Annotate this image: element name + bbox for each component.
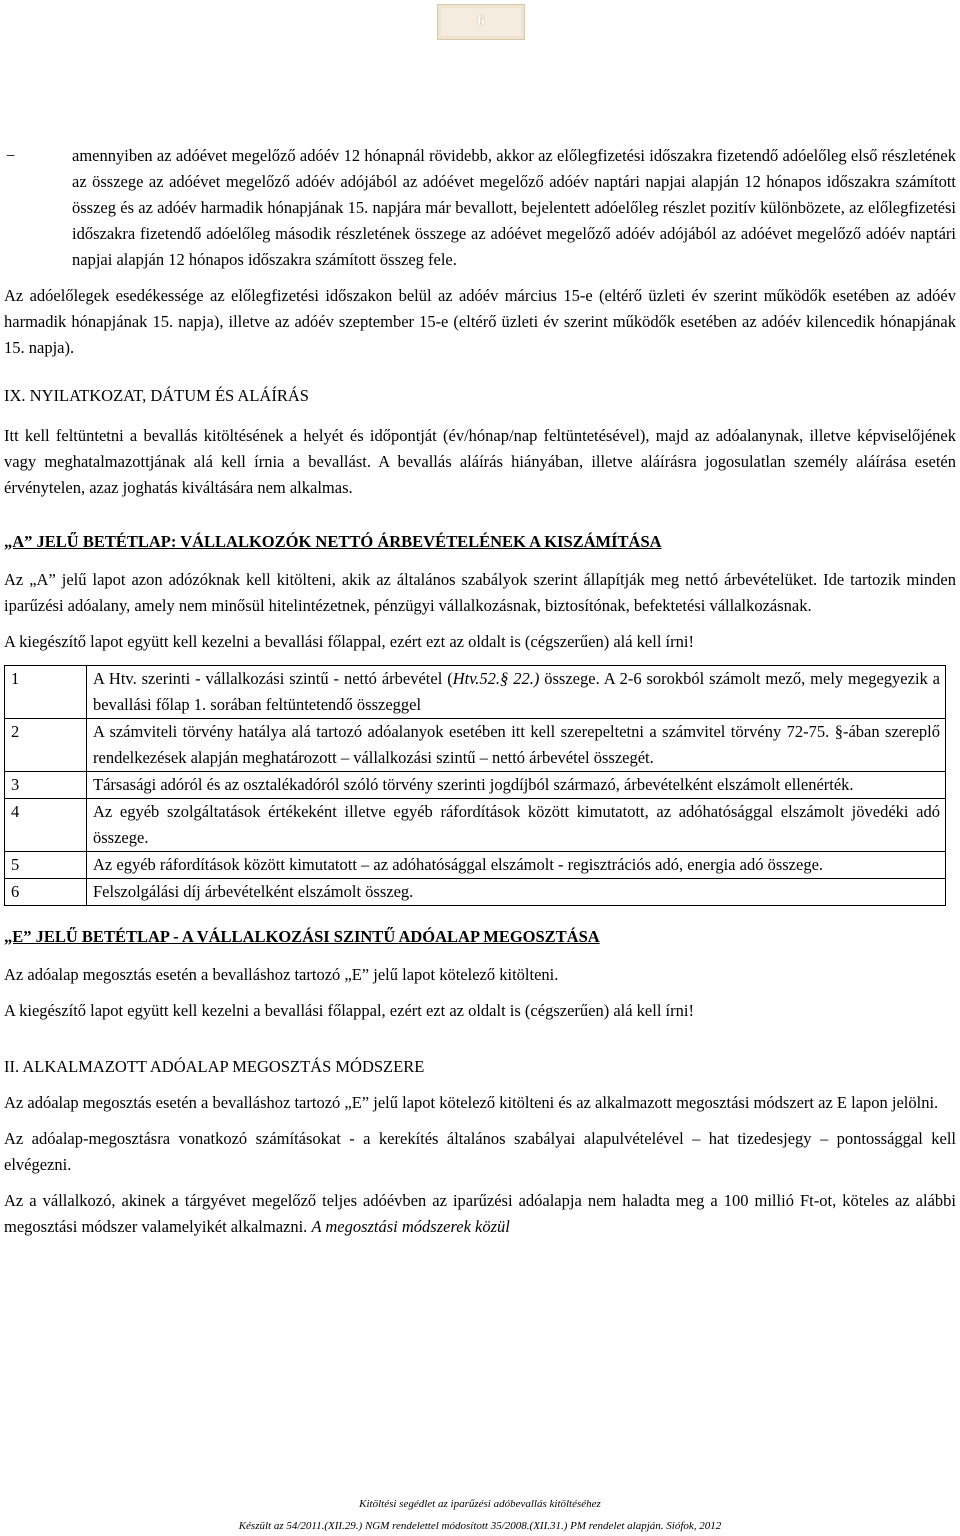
- table-row: [5, 772, 946, 799]
- section-e-title: „E” JELŰ BETÉTLAP - A VÁLLALKOZÁSI SZINTŰ ADÓALAP MEGOSZTÁSA: [4, 927, 600, 946]
- page-number-badge: [437, 4, 525, 40]
- section-ii-title: II. ALKALMAZOTT ADÓALAP MEGOSZTÁS MÓDSZERE: [4, 1057, 425, 1076]
- row-text: A számviteli törvény hatálya alá tartozó adóalanyok esetében itt kell szerepeltetni a számvitel törvény 72-75. §-ában szereplő rendelkezések alapján meghatározott – vállalkozási szintű – nettó árbevétel összegét.: [87, 719, 946, 772]
- line-code-table: [4, 665, 946, 906]
- row-number: 2: [5, 719, 87, 772]
- section-ii-para2: Az adóalap-megosztásra vonatkozó számításokat - a kerekítés általános szabályai alapulvételével – hat tizedesjegy – pontossággal kell elvégezni.: [4, 1129, 956, 1174]
- section-e-para1: Az adóalap megosztás esetén a bevalláshoz tartozó „E” jelű lapot kötelező kitölteni.: [4, 965, 559, 984]
- bullet-dash: −: [6, 146, 16, 165]
- row-text: Felszolgálási díj árbevételként elszámolt összeg.: [87, 879, 946, 906]
- table-row: [5, 719, 946, 772]
- row-text: Az egyéb ráfordítások között kimutatott – az adóhatósággal elszámolt - regisztrációs adó, energia adó összege.: [87, 852, 946, 879]
- row-number: 6: [5, 879, 87, 906]
- table-row: [5, 666, 946, 719]
- table-row: [5, 799, 946, 852]
- section-ii-para3: Az a vállalkozó, akinek a tárgyévet megelőző teljes adóévben az iparűzési adóalapja nem haladta meg a 100 millió Ft-ot, köteles az alábbi megosztási módszer valamelyikét alkalmazni. A megosztási módszerek közül: [4, 1191, 956, 1236]
- row-number: 4: [5, 799, 87, 852]
- section-a-para2: A kiegészítő lapot együtt kell kezelni a bevallási főlappal, ezért ezt az oldalt is (cégszerűen) alá kell írni!: [4, 632, 694, 651]
- row-number: 1: [5, 666, 87, 719]
- section-ix-title: IX. NYILATKOZAT, DÁTUM ÉS ALÁÍRÁS: [4, 386, 309, 405]
- bullet-text: amennyiben az adóévet megelőző adóév 12 hónapnál rövidebb, akkor az előlegfizetési időszakra fizetendő adóelőleg első részletének az összege az adóévet megelőző adóév adójából az adóévet megelőző adóév naptári napjai alapján 12 hónapos időszakra számított összeg és az adóév harmadik hónapjának 15. napjára már bevallott, bejelentett adóelőleg részlet pozitív különbözete, az előlegfizetési időszakra fizetendő adóelőleg második részletének összege az adóévet megelőző adóév adójából az adóévet megelőző adóév naptári napjai alapján 12 hónapos időszakra számított összeg fele.: [72, 146, 956, 269]
- section-e-para2: A kiegészítő lapot együtt kell kezelni a bevallási főlappal, ezért ezt az oldalt is (cégszerűen) alá kell írni!: [4, 1001, 694, 1020]
- page-number: 6: [477, 13, 485, 30]
- row-number: 5: [5, 852, 87, 879]
- section-ii-para1: Az adóalap megosztás esetén a bevalláshoz tartozó „E” jelű lapot kötelező kitölteni és az alkalmazott megosztási módszert az E lapon jelölni.: [4, 1093, 939, 1112]
- section-a-para1: Az „A” jelű lapot azon adózóknak kell kitölteni, akik az általános szabályok szerint állapítják meg nettó árbevételüket. Ide tartozik minden iparűzési adóalany, amely nem minősül hitelintézetnek, pénzügyi vállalkozásnak, biztosítónak, befektetési vállalkozásnak.: [4, 570, 956, 615]
- table-row: [5, 852, 946, 879]
- section-a-title: „A” JELŰ BETÉTLAP: VÁLLALKOZÓK NETTÓ ÁRBEVÉTELÉNEK A KISZÁMÍTÁSA: [4, 532, 662, 551]
- document-body: [4, 143, 956, 1250]
- row-text: A Htv. szerinti - vállalkozási szintű - nettó árbevétel (Htv.52.§ 22.) összege. A 2-6 sorokból számolt mező, mely megegyezik a bevallási főlap 1. sorában feltüntetendő összeggel: [87, 666, 946, 719]
- footer-title: Kitöltési segédlet az iparűzési adóbevallás kitöltéséhez: [359, 1498, 601, 1510]
- row-number: 3: [5, 772, 87, 799]
- row-text: Társasági adóról és az osztalékadóról szóló törvény szerinti jogdíjból származó, árbevételként elszámolt ellenérték.: [87, 772, 946, 799]
- section-ix-text: Itt kell feltüntetni a bevallás kitöltésének a helyét és időpontját (év/hónap/nap feltüntetésével), majd az adóalanynak, illetve képviselőjének vagy meghatalmazottjának alá kell írnia a bevallást. A bevallás aláírás hiányában, illetve aláírásra jogosulatlan személy aláírása esetén érvénytelen, azaz joghatás kiváltására nem alkalmas.: [4, 426, 956, 497]
- due-date-paragraph: Az adóelőlegek esedékessége az előlegfizetési időszakon belül az adóév március 15-e (eltérő üzleti év szerint működők esetében az adóév harmadik hónapjának 15. napja), illetve az adóév szeptember 15-e (eltérő üzleti év szerint működők esetében az adóév kilencedik hónapjának 15. napja).: [4, 286, 956, 357]
- table-row: [5, 879, 946, 906]
- footer-source: Készült az 54/2011.(XII.29.) NGM rendelettel módosított 35/2008.(XII.31.) PM rendelet alapján. Siófok, 2012: [238, 1520, 722, 1532]
- bullet-item: [4, 143, 956, 273]
- row-text: Az egyéb szolgáltatások értékeként illetve egyéb ráfordítások között kimutatott, az adóhatósággal elszámolt jövedéki adó összege.: [87, 799, 946, 852]
